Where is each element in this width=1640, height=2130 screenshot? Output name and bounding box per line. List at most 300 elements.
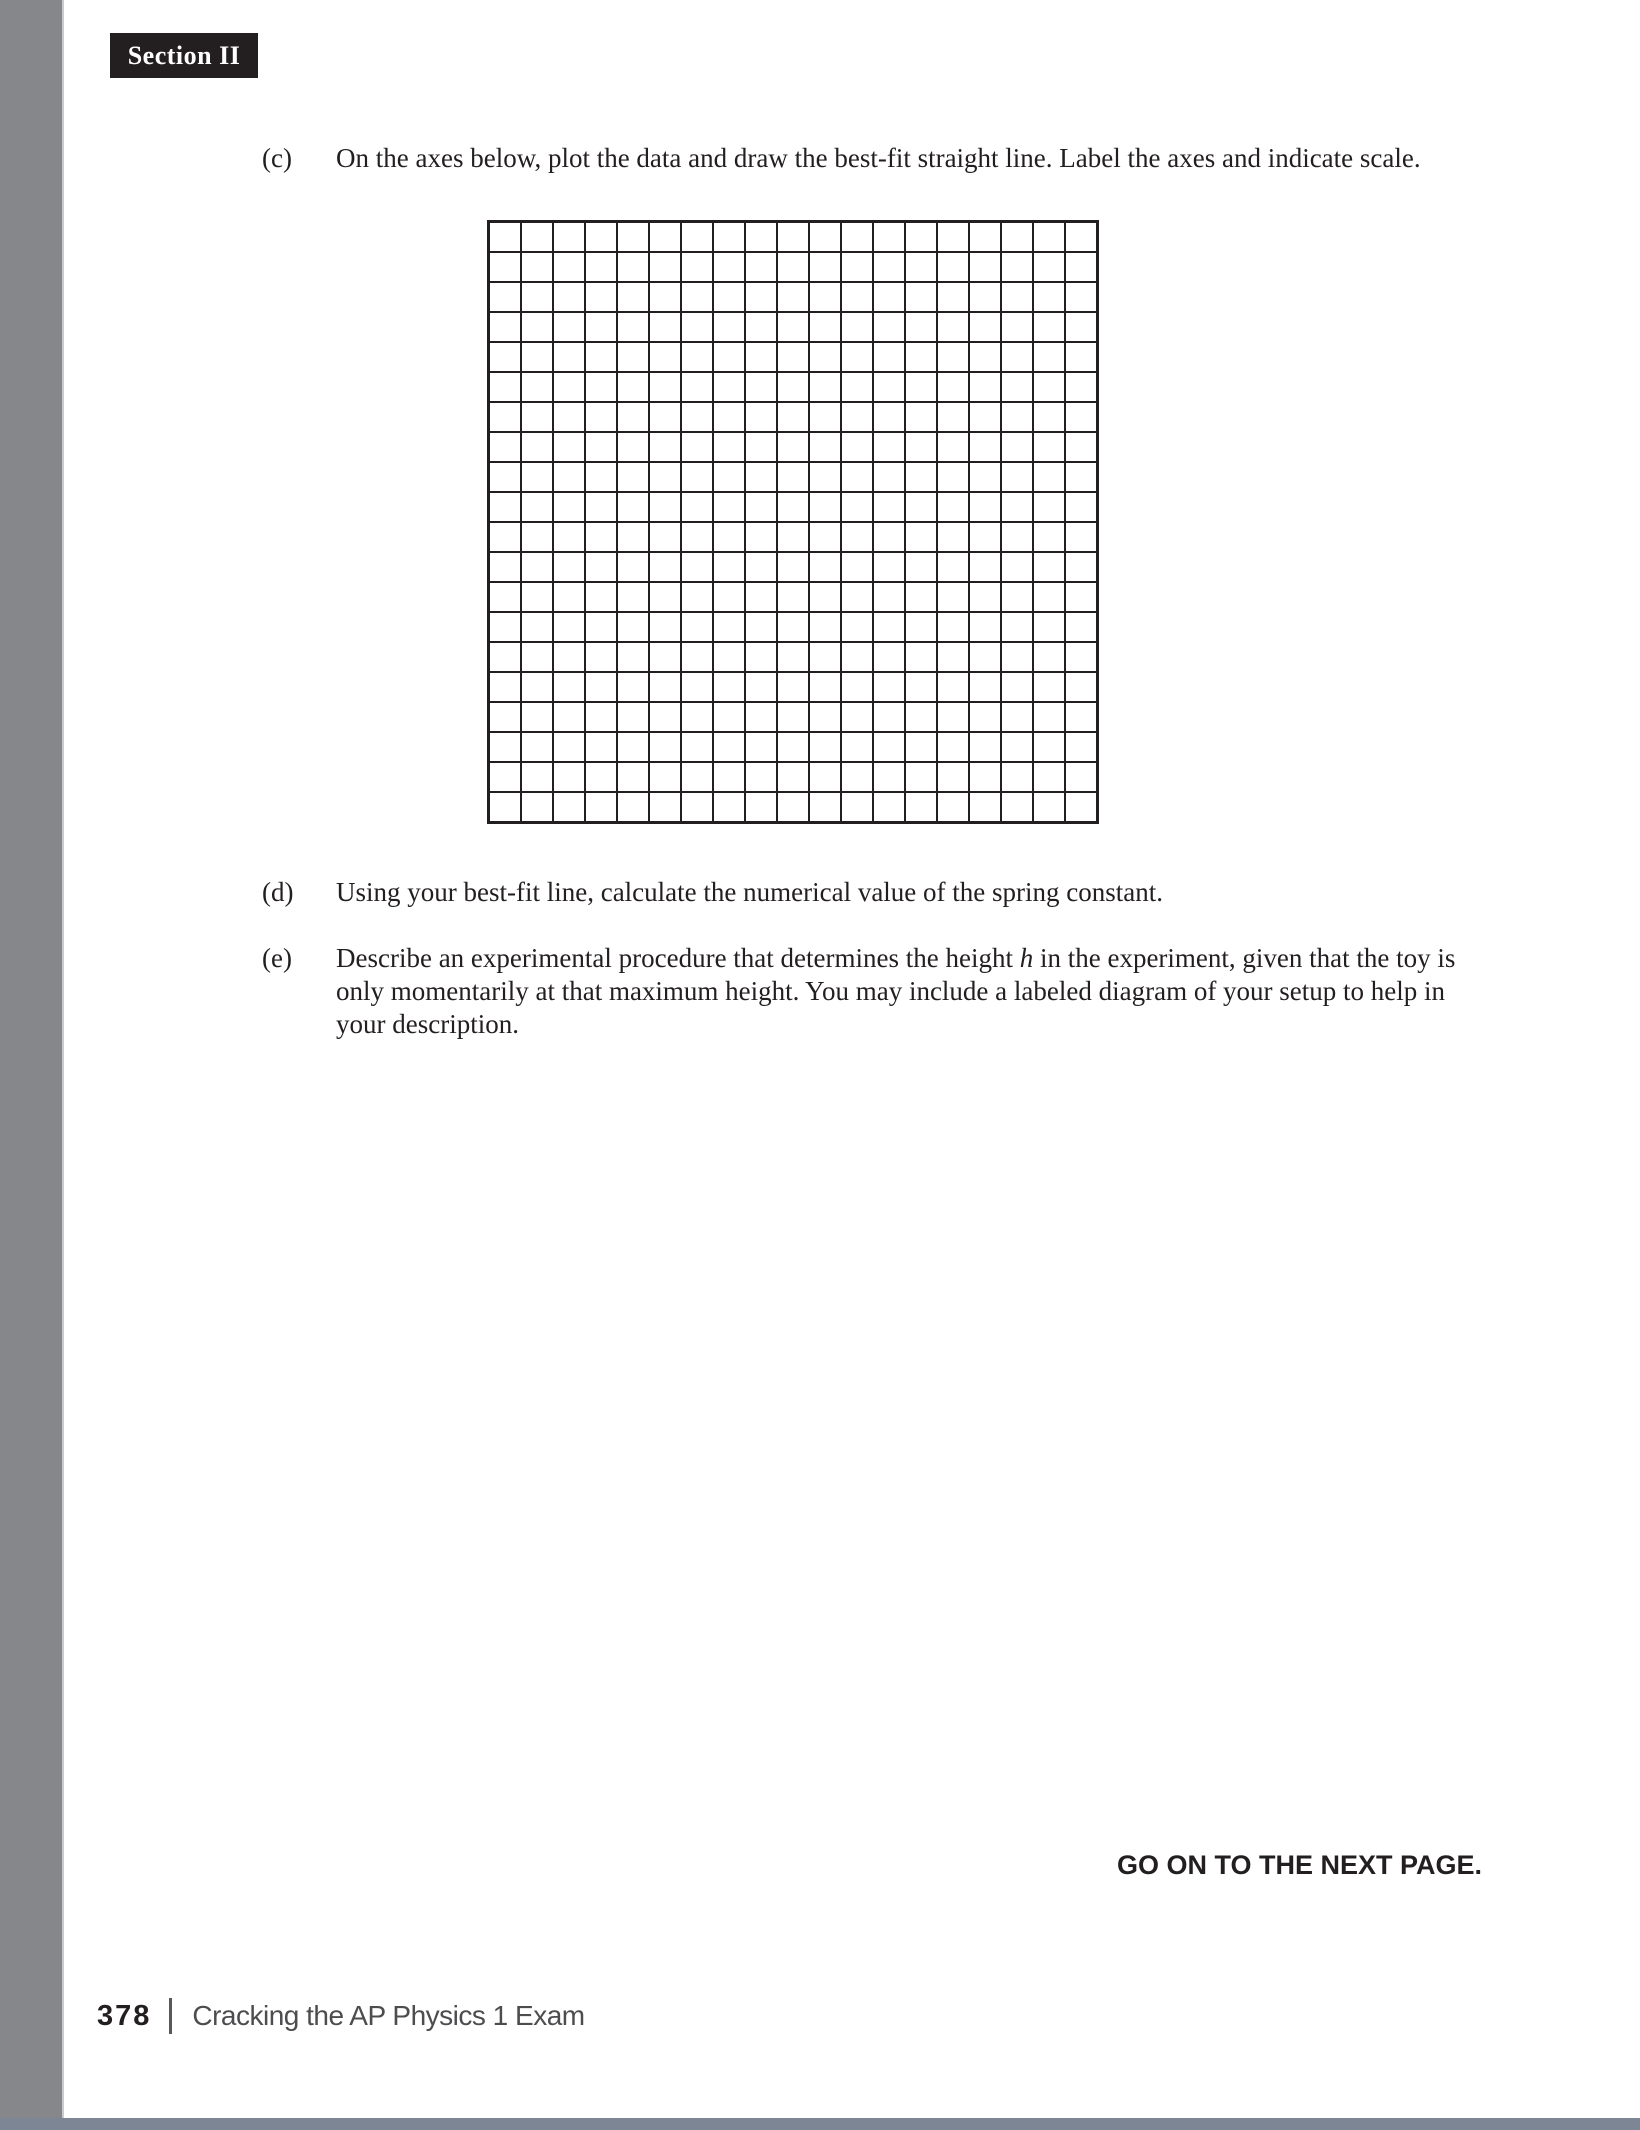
- grid-cell: [809, 792, 841, 822]
- grid-cell: [969, 462, 1001, 492]
- grid-cell: [937, 312, 969, 342]
- grid-cell: [713, 792, 745, 822]
- grid-cell: [521, 402, 553, 432]
- grid-cell: [841, 792, 873, 822]
- grid-cell: [617, 402, 649, 432]
- grid-cell: [649, 552, 681, 582]
- grid-cell: [777, 372, 809, 402]
- grid-cell: [489, 372, 521, 402]
- grid-cell: [873, 612, 905, 642]
- grid-cell: [617, 552, 649, 582]
- grid-cell: [713, 582, 745, 612]
- grid-cell: [809, 222, 841, 252]
- book-title: Cracking the AP Physics 1 Exam: [192, 2000, 585, 2031]
- grid-cell: [521, 732, 553, 762]
- grid-cell: [873, 282, 905, 312]
- grid-cell: [841, 402, 873, 432]
- grid-cell: [745, 612, 777, 642]
- grid-cell: [617, 372, 649, 402]
- grid-cell: [745, 282, 777, 312]
- grid-cell: [649, 312, 681, 342]
- grid-cell: [1033, 642, 1065, 672]
- grid-cell: [745, 582, 777, 612]
- grid-cell: [905, 342, 937, 372]
- grid-cell: [617, 582, 649, 612]
- grid-cell: [969, 792, 1001, 822]
- grid-cell: [1033, 582, 1065, 612]
- grid-cell: [489, 552, 521, 582]
- grid-cell: [809, 702, 841, 732]
- grid-cell: [777, 402, 809, 432]
- grid-cell: [649, 342, 681, 372]
- grid-cell: [489, 462, 521, 492]
- grid-cell: [553, 792, 585, 822]
- grid-cell: [1001, 432, 1033, 462]
- grid-cell: [553, 312, 585, 342]
- grid-cell: [777, 222, 809, 252]
- grid-cell: [809, 462, 841, 492]
- grid-cell: [1033, 432, 1065, 462]
- grid-cell: [969, 402, 1001, 432]
- grid-cell: [745, 552, 777, 582]
- grid-cell: [873, 792, 905, 822]
- grid-cell: [489, 492, 521, 522]
- grid-cell: [809, 762, 841, 792]
- grid-cell: [841, 672, 873, 702]
- grid-cell: [745, 252, 777, 282]
- grid-cell: [841, 492, 873, 522]
- grid-cell: [617, 702, 649, 732]
- grid-cell: [937, 762, 969, 792]
- grid-cell: [649, 492, 681, 522]
- grid-cell: [713, 732, 745, 762]
- grid-cell: [681, 282, 713, 312]
- grid-cell: [489, 732, 521, 762]
- grid-cell: [905, 552, 937, 582]
- grid-cell: [1001, 312, 1033, 342]
- grid-cell: [1065, 492, 1097, 522]
- grid-cell: [777, 672, 809, 702]
- grid-cell: [489, 522, 521, 552]
- grid-cell: [1033, 342, 1065, 372]
- grid-cell: [521, 252, 553, 282]
- grid-cell: [777, 252, 809, 282]
- grid-cell: [745, 702, 777, 732]
- grid-cell: [1065, 222, 1097, 252]
- grid-cell: [905, 702, 937, 732]
- grid-cell: [521, 522, 553, 552]
- grid-cell: [969, 732, 1001, 762]
- grid-cell: [521, 222, 553, 252]
- grid-cell: [1033, 732, 1065, 762]
- grid-cell: [1065, 252, 1097, 282]
- grid-cell: [617, 222, 649, 252]
- grid-cell: [521, 282, 553, 312]
- page-edge-bottom: [0, 2118, 1640, 2130]
- grid-cell: [489, 252, 521, 282]
- grid-cell: [745, 732, 777, 762]
- grid-cell: [777, 642, 809, 672]
- grid-cell: [553, 492, 585, 522]
- grid-cell: [841, 732, 873, 762]
- grid-cell: [489, 612, 521, 642]
- grid-cell: [713, 672, 745, 702]
- page-number: 378: [97, 1999, 152, 2032]
- grid-cell: [905, 792, 937, 822]
- grid-cell: [873, 672, 905, 702]
- grid-cell: [713, 402, 745, 432]
- grid-cell: [553, 762, 585, 792]
- grid-cell: [937, 792, 969, 822]
- grid-cell: [1065, 642, 1097, 672]
- grid-cell: [489, 762, 521, 792]
- grid-cell: [905, 282, 937, 312]
- grid-cell: [585, 612, 617, 642]
- grid-cell: [937, 372, 969, 402]
- grid-cell: [681, 672, 713, 702]
- grid-cell: [681, 642, 713, 672]
- grid-cell: [521, 702, 553, 732]
- grid-cell: [649, 372, 681, 402]
- grid-cell: [937, 582, 969, 612]
- grid-cell: [873, 642, 905, 672]
- grid-cell: [617, 432, 649, 462]
- grid-cell: [649, 612, 681, 642]
- grid-cell: [841, 342, 873, 372]
- grid-cell: [617, 492, 649, 522]
- question-d-label: (d): [262, 877, 294, 907]
- grid-cell: [937, 222, 969, 252]
- grid-cell: [585, 462, 617, 492]
- grid-cell: [649, 522, 681, 552]
- grid-cell: [745, 402, 777, 432]
- grid-cell: [681, 702, 713, 732]
- grid-cell: [1001, 282, 1033, 312]
- grid-cell: [777, 792, 809, 822]
- grid-cell: [905, 672, 937, 702]
- grid-cell: [713, 522, 745, 552]
- grid-cell: [777, 432, 809, 462]
- grid-cell: [1065, 732, 1097, 762]
- grid-cell: [553, 642, 585, 672]
- grid-cell: [713, 492, 745, 522]
- grid-cell: [905, 222, 937, 252]
- grid-cell: [745, 462, 777, 492]
- grid-cell: [681, 252, 713, 282]
- grid-cell: [713, 342, 745, 372]
- grid-cell: [1033, 702, 1065, 732]
- grid-cell: [713, 642, 745, 672]
- grid-cell: [905, 372, 937, 402]
- grid-cell: [873, 432, 905, 462]
- grid-cell: [873, 762, 905, 792]
- grid-cell: [969, 432, 1001, 462]
- section-tab: [110, 33, 258, 78]
- grid-cell: [489, 342, 521, 372]
- grid-cell: [1001, 522, 1033, 552]
- grid-cell: [553, 582, 585, 612]
- grid-cell: [585, 522, 617, 552]
- grid-cell: [969, 762, 1001, 792]
- grid-cell: [841, 642, 873, 672]
- grid-cell: [1001, 762, 1033, 792]
- grid-cell: [1065, 432, 1097, 462]
- grid-cell: [969, 552, 1001, 582]
- grid-cell: [553, 522, 585, 552]
- grid-cell: [585, 252, 617, 282]
- grid-cell: [681, 492, 713, 522]
- grid-cell: [937, 402, 969, 432]
- grid-cell: [809, 612, 841, 642]
- grid-cell: [617, 612, 649, 642]
- grid-cell: [489, 432, 521, 462]
- grid-cell: [937, 732, 969, 762]
- grid-cell: [553, 552, 585, 582]
- grid-cell: [521, 582, 553, 612]
- grid-cell: [1001, 732, 1033, 762]
- grid-cell: [617, 642, 649, 672]
- grid-cell: [649, 432, 681, 462]
- grid-cell: [553, 462, 585, 492]
- grid-cell: [937, 432, 969, 462]
- grid-cell: [937, 252, 969, 282]
- grid-cell: [1065, 402, 1097, 432]
- grid-cell: [649, 642, 681, 672]
- grid-cell: [1065, 672, 1097, 702]
- grid-cell: [585, 672, 617, 702]
- grid-cell: [969, 672, 1001, 702]
- grid-cell: [521, 552, 553, 582]
- grid-cell: [905, 762, 937, 792]
- grid-cell: [713, 222, 745, 252]
- grid-cell: [937, 522, 969, 552]
- grid-cell: [809, 732, 841, 762]
- grid-cell: [745, 432, 777, 462]
- grid-cell: [777, 762, 809, 792]
- grid-cell: [713, 462, 745, 492]
- grid-cell: [841, 462, 873, 492]
- grid-cell: [1033, 792, 1065, 822]
- question-d-text: Using your best-fit line, calculate the numerical value of the spring constant.: [336, 877, 1163, 907]
- grid-cell: [585, 732, 617, 762]
- grid-cell: [841, 282, 873, 312]
- grid-cell: [585, 342, 617, 372]
- grid-cell: [489, 222, 521, 252]
- grid-cell: [553, 432, 585, 462]
- grid-cell: [649, 252, 681, 282]
- grid-cell: [681, 312, 713, 342]
- grid-cell: [1033, 612, 1065, 642]
- grid-cell: [1033, 492, 1065, 522]
- grid-cell: [681, 522, 713, 552]
- grid-cell: [873, 582, 905, 612]
- grid-cell: [713, 432, 745, 462]
- grid-cell: [521, 372, 553, 402]
- grid-cell: [1065, 762, 1097, 792]
- grid-cell: [937, 492, 969, 522]
- grid-cell: [713, 702, 745, 732]
- grid-cell: [649, 672, 681, 702]
- grid-cell: [713, 312, 745, 342]
- grid-cell: [1033, 462, 1065, 492]
- grid-cell: [713, 762, 745, 792]
- grid-cell: [521, 312, 553, 342]
- grid-cell: [681, 432, 713, 462]
- grid-cell: [681, 762, 713, 792]
- grid-cell: [873, 462, 905, 492]
- grid-cell: [745, 222, 777, 252]
- grid-cell: [649, 702, 681, 732]
- grid-cell: [809, 432, 841, 462]
- grid-cell: [585, 282, 617, 312]
- grid-cell: [585, 702, 617, 732]
- grid-cell: [1065, 552, 1097, 582]
- grid-cell: [937, 552, 969, 582]
- grid-cell: [745, 342, 777, 372]
- grid-cell: [489, 582, 521, 612]
- grid-cell: [489, 282, 521, 312]
- grid-cell: [713, 552, 745, 582]
- grid-cell: [841, 222, 873, 252]
- grid-cell: [489, 312, 521, 342]
- grid-cell: [873, 492, 905, 522]
- grid-cell: [777, 552, 809, 582]
- grid-cell: [777, 342, 809, 372]
- grid-cell: [841, 582, 873, 612]
- grid-cell: [1001, 222, 1033, 252]
- grid-cell: [1033, 252, 1065, 282]
- grid-cell: [841, 372, 873, 402]
- grid-cell: [713, 252, 745, 282]
- question-e-text: [336, 942, 1486, 1041]
- grid-cell: [809, 282, 841, 312]
- question-e-text-before: Describe an experimental procedure that determines the height: [336, 943, 1020, 973]
- grid-cell: [585, 432, 617, 462]
- grid-cell: [585, 552, 617, 582]
- grid-cell: [969, 702, 1001, 732]
- grid-cell: [841, 552, 873, 582]
- grid-cell: [873, 342, 905, 372]
- grid-cell: [1033, 552, 1065, 582]
- grid-cell: [617, 462, 649, 492]
- grid-cell: [1001, 552, 1033, 582]
- grid-cell: [937, 702, 969, 732]
- grid-cell: [937, 342, 969, 372]
- grid-cell: [649, 222, 681, 252]
- grid-cell: [809, 492, 841, 522]
- grid-cell: [553, 282, 585, 312]
- grid-cell: [585, 642, 617, 672]
- grid-cell: [681, 372, 713, 402]
- grid-cell: [809, 582, 841, 612]
- page-footer: [97, 1998, 585, 2034]
- grid-cell: [585, 492, 617, 522]
- plot-grid: [487, 220, 1099, 824]
- grid-cell: [489, 642, 521, 672]
- grid-cell: [617, 522, 649, 552]
- grid-cell: [745, 672, 777, 702]
- grid-cell: [841, 612, 873, 642]
- grid-cell: [553, 732, 585, 762]
- grid-cell: [1065, 702, 1097, 732]
- grid-cell: [873, 732, 905, 762]
- section-tab-label: Section II: [127, 41, 241, 70]
- grid-cell: [809, 522, 841, 552]
- grid-cell: [649, 582, 681, 612]
- grid-cell: [745, 762, 777, 792]
- grid-cell: [521, 462, 553, 492]
- grid-cell: [873, 522, 905, 552]
- grid-cell: [937, 642, 969, 672]
- grid-cell: [969, 582, 1001, 612]
- grid-cell: [649, 462, 681, 492]
- grid-cell: [521, 762, 553, 792]
- go-on-notice: GO ON TO THE NEXT PAGE.: [1116, 1850, 1482, 1880]
- grid-cell: [1001, 582, 1033, 612]
- grid-cell: [809, 312, 841, 342]
- grid-cell: [1001, 702, 1033, 732]
- grid-cell: [489, 702, 521, 732]
- grid-cell: [969, 372, 1001, 402]
- grid-cell: [841, 312, 873, 342]
- grid-cell: [969, 222, 1001, 252]
- grid-cell: [553, 252, 585, 282]
- grid-cell: [713, 612, 745, 642]
- grid-cell: [905, 642, 937, 672]
- grid-cell: [521, 672, 553, 702]
- grid-cell: [1001, 612, 1033, 642]
- grid-cell: [937, 672, 969, 702]
- grid-cell: [777, 312, 809, 342]
- grid-cell: [1001, 642, 1033, 672]
- grid-cell: [681, 552, 713, 582]
- grid-cell: [1033, 372, 1065, 402]
- grid-cell: [553, 372, 585, 402]
- grid-cell: [1065, 342, 1097, 372]
- grid-cell: [1001, 672, 1033, 702]
- grid-cell: [1033, 222, 1065, 252]
- grid-cell: [1001, 402, 1033, 432]
- grid-cell: [809, 672, 841, 702]
- grid-cell: [905, 312, 937, 342]
- grid-cell: [681, 462, 713, 492]
- grid-cell: [873, 372, 905, 402]
- grid-cell: [777, 492, 809, 522]
- grid-cell: [553, 222, 585, 252]
- grid-cell: [681, 402, 713, 432]
- grid-cell: [585, 582, 617, 612]
- grid-cell: [841, 432, 873, 462]
- grid-cell: [969, 312, 1001, 342]
- grid-cell: [585, 372, 617, 402]
- grid-cell: [585, 792, 617, 822]
- question-c-text: On the axes below, plot the data and draw the best-fit straight line. Label the axes and indicate scale.: [336, 143, 1421, 173]
- grid-cell: [905, 732, 937, 762]
- grid-cell: [649, 282, 681, 312]
- grid-cell: [1065, 372, 1097, 402]
- grid-cell: [681, 222, 713, 252]
- grid-cell: [553, 702, 585, 732]
- question-e-label: (e): [262, 943, 292, 973]
- grid-cell: [841, 522, 873, 552]
- grid-cell: [905, 612, 937, 642]
- grid-cell: [745, 522, 777, 552]
- grid-cell: [1065, 792, 1097, 822]
- grid-cell: [1001, 372, 1033, 402]
- grid-cell: [873, 552, 905, 582]
- grid-cell: [713, 372, 745, 402]
- grid-cell: [1001, 462, 1033, 492]
